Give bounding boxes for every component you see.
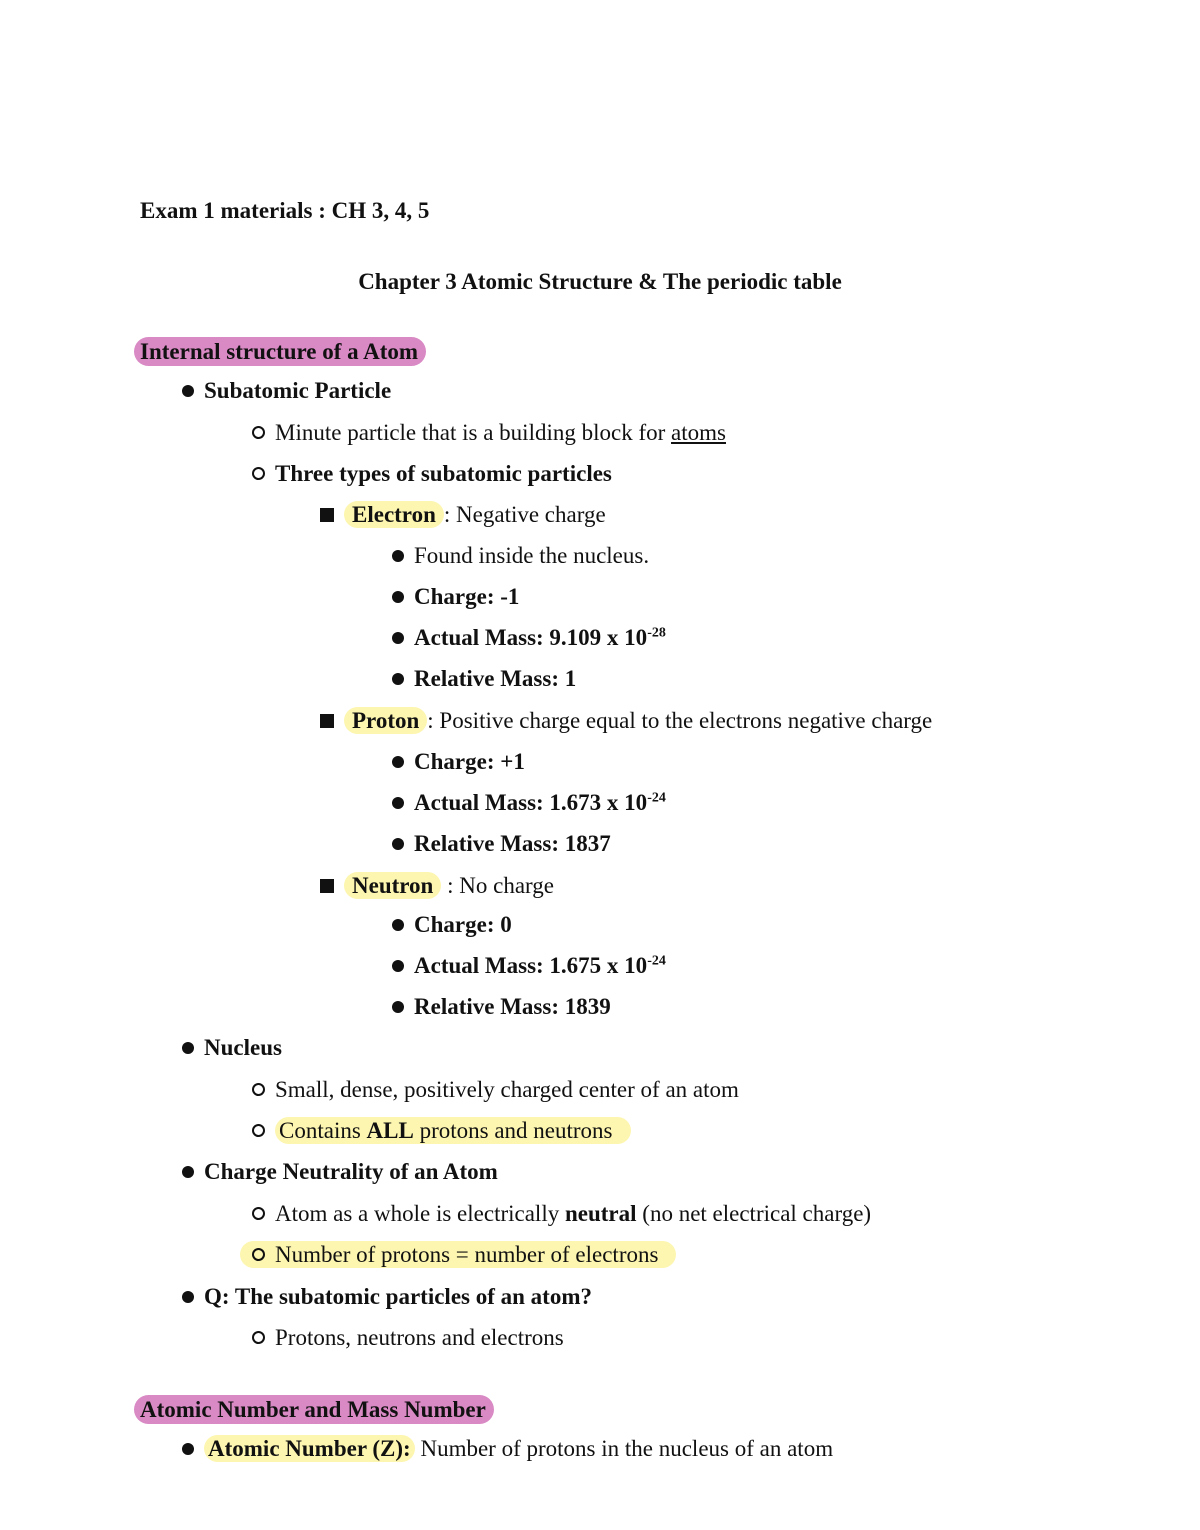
neutrality-desc	[252, 1199, 871, 1229]
disc-bullet-icon	[392, 960, 404, 972]
contains-post: protons and neutrons	[413, 1118, 613, 1143]
section-heading-text: Atomic Number and Mass Number	[134, 1395, 494, 1424]
list-item-label: Charge: -1	[414, 584, 520, 609]
list-item-label: Small, dense, positively charged center of an atom	[275, 1077, 739, 1102]
definition-text: Minute particle that is a building block for	[275, 420, 672, 445]
electron-term: Electron	[344, 501, 444, 528]
proton-relative	[392, 829, 611, 859]
contains-pre: Contains	[279, 1118, 367, 1143]
disc-bullet-icon	[392, 591, 404, 603]
neutron-charge	[392, 910, 512, 940]
desc-post: (no net electrical charge)	[636, 1201, 872, 1226]
section-heading-atomic-number	[134, 1395, 494, 1425]
disc-bullet-icon	[182, 1291, 194, 1303]
chapter-title: Chapter 3 Atomic Structure & The periodic table	[358, 269, 842, 294]
exponent: -28	[647, 625, 666, 641]
list-item-electron	[320, 500, 606, 530]
list-item-label: Three types of subatomic particles	[275, 461, 612, 486]
list-item-label: Relative Mass: 1	[414, 666, 577, 691]
square-bullet-icon	[320, 508, 334, 522]
square-bullet-icon	[320, 714, 334, 728]
circle-bullet-icon	[252, 426, 265, 439]
list-item-atomic-number	[182, 1434, 833, 1464]
circle-bullet-icon	[252, 1207, 265, 1220]
disc-bullet-icon	[392, 756, 404, 768]
nucleus-contains	[252, 1116, 631, 1146]
atomic-number-term: Atomic Number (Z):	[204, 1435, 415, 1462]
neutron-term: Neutron	[344, 872, 441, 899]
proton-term: Proton	[344, 707, 427, 734]
contains-all: ALL	[366, 1118, 414, 1143]
proton-desc: : Positive charge equal to the electrons negative charge	[427, 708, 933, 733]
list-item-label: Actual Mass: 1.673 x 10	[414, 790, 648, 815]
atoms-link[interactable]: atoms	[671, 420, 726, 445]
electron-mass	[392, 623, 666, 653]
rule-text: Number of protons = number of electrons	[275, 1242, 659, 1267]
neutron-desc: : No charge	[441, 873, 554, 898]
circle-bullet-icon	[252, 467, 265, 480]
disc-bullet-icon	[392, 1001, 404, 1013]
list-item-label: Actual Mass: 1.675 x 10	[414, 953, 648, 978]
list-item-label: Charge: +1	[414, 749, 525, 774]
neutrality-rule	[240, 1240, 676, 1270]
nucleus-desc	[252, 1075, 739, 1105]
list-item-question	[182, 1282, 592, 1312]
exam-title: Exam 1 materials : CH 3, 4, 5	[140, 198, 430, 223]
circle-bullet-icon	[252, 1331, 265, 1344]
disc-bullet-icon	[182, 385, 194, 397]
list-item-charge-neutrality	[182, 1157, 498, 1187]
answer-text: Protons, neutrons and electrons	[275, 1325, 564, 1350]
disc-bullet-icon	[392, 550, 404, 562]
disc-bullet-icon	[392, 797, 404, 809]
disc-bullet-icon	[392, 919, 404, 931]
proton-mass	[392, 788, 666, 818]
neutron-relative	[392, 992, 611, 1022]
list-item-subatomic-definition	[252, 418, 726, 448]
circle-bullet-icon	[252, 1248, 265, 1261]
desc-pre: Atom as a whole is electrically	[275, 1201, 565, 1226]
desc-bold: neutral	[564, 1201, 637, 1226]
list-item-subatomic	[182, 376, 391, 406]
list-item-proton	[320, 706, 932, 736]
list-item-label: Subatomic Particle	[204, 378, 392, 403]
list-item-nucleus	[182, 1033, 282, 1063]
list-item-label: Relative Mass: 1837	[414, 831, 611, 856]
exponent: -24	[647, 953, 666, 969]
square-bullet-icon	[320, 879, 334, 893]
disc-bullet-icon	[182, 1166, 194, 1178]
highlighted-text	[240, 1241, 676, 1268]
list-item-three-types	[252, 459, 612, 489]
section-heading-internal-structure	[134, 337, 426, 367]
circle-bullet-icon	[252, 1083, 265, 1096]
neutron-mass	[392, 951, 666, 981]
electron-found	[392, 541, 649, 571]
list-item-label: Charge: 0	[414, 912, 512, 937]
electron-relative	[392, 664, 576, 694]
proton-charge	[392, 747, 525, 777]
list-item-label: Actual Mass: 9.109 x 10	[414, 625, 648, 650]
list-item-label: Nucleus	[204, 1035, 282, 1060]
highlighted-text	[275, 1117, 631, 1144]
disc-bullet-icon	[392, 838, 404, 850]
list-item-neutron	[320, 871, 554, 901]
list-item-label: Charge Neutrality of an Atom	[204, 1159, 498, 1184]
exponent: -24	[647, 790, 666, 806]
question-text: Q: The subatomic particles of an atom?	[204, 1284, 593, 1309]
disc-bullet-icon	[182, 1443, 194, 1455]
list-item-label: Found inside the nucleus.	[414, 543, 650, 568]
disc-bullet-icon	[182, 1042, 194, 1054]
question-answer	[252, 1323, 564, 1353]
disc-bullet-icon	[392, 673, 404, 685]
electron-desc: : Negative charge	[443, 502, 606, 527]
electron-charge	[392, 582, 519, 612]
list-item-label: Relative Mass: 1839	[414, 994, 611, 1019]
section-heading-text: Internal structure of a Atom	[134, 337, 426, 366]
atomic-number-desc: Number of protons in the nucleus of an atom	[414, 1436, 834, 1461]
circle-bullet-icon	[252, 1124, 265, 1137]
disc-bullet-icon	[392, 632, 404, 644]
